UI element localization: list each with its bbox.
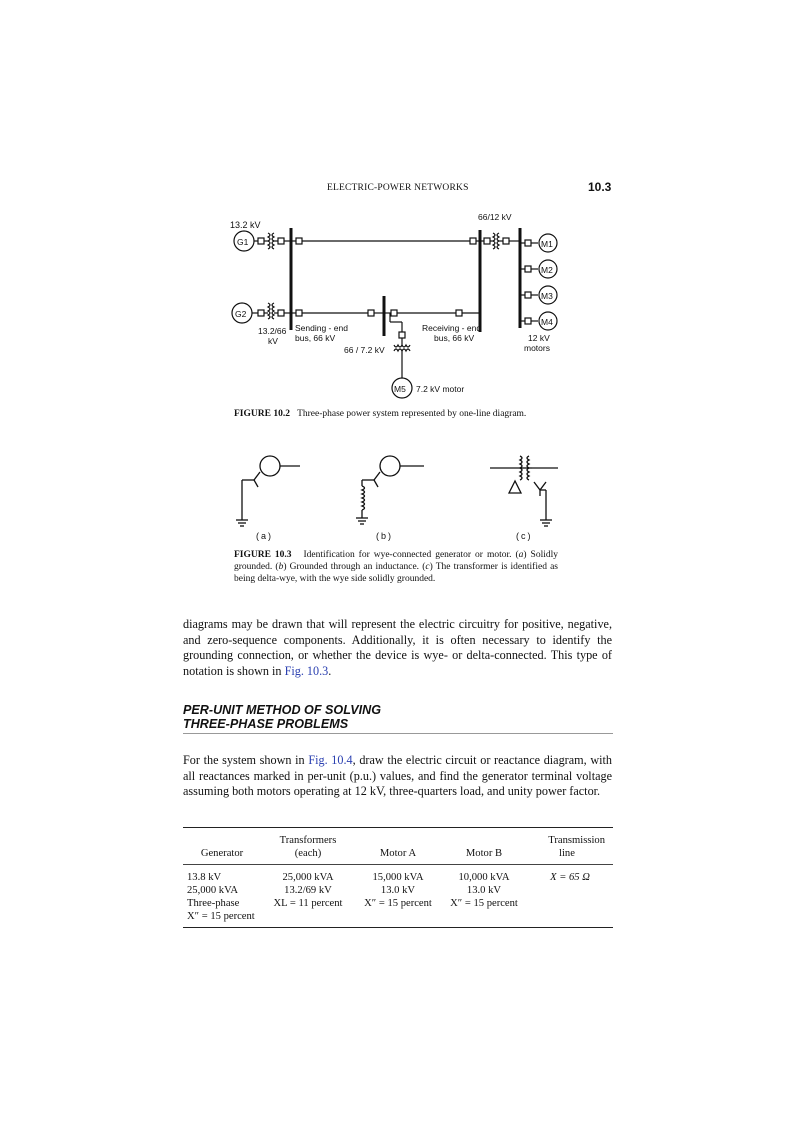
table-cell (527, 910, 613, 928)
receiving-end-kv-label: bus, 66 kV (434, 333, 475, 343)
header-line (527, 828, 613, 865)
table-cell (261, 910, 355, 928)
m3-label: M3 (541, 291, 553, 301)
table-cell: X = 65 Ω (550, 872, 590, 883)
caption-part: ) Solidly grounded. ( (234, 550, 559, 572)
header-generator: Generator (200, 848, 244, 859)
table-cell: X″ = 15 percent (187, 911, 255, 922)
xfmr-left-label: 13.2/66 (258, 326, 287, 336)
figure-10-3-label: FIGURE 10.3 (234, 550, 292, 560)
figure-10-2-text: Three-phase power system represented by one-line diagram. (297, 409, 527, 419)
g2-label: G2 (235, 309, 247, 319)
caption-part: ) The transformer is identified as being delta-wye, with the wye side solidly grounded. (234, 562, 558, 584)
data-table (183, 827, 613, 928)
gen-voltage-label: 13.2 kV (230, 220, 261, 230)
xfmr-right-label: 66/12 kV (478, 212, 512, 222)
caption-part: Identification for wye-connected generator or motor. ( (303, 550, 519, 560)
table-cell: 15,000 kVA (372, 872, 424, 883)
table-row (183, 865, 613, 885)
para1-text: diagrams may be drawn that will represent the electric circuitry for positive, negative, and zero-sequence components. Additionally, it is often necessary to identify the grounding connection, or whether the device is wye- or delta-connected. This type of notation is shown in (183, 617, 612, 678)
table-cell (527, 884, 613, 897)
table-cell: 13.0 kV (380, 885, 416, 896)
para2-text: For the system shown in (183, 753, 309, 767)
table-cell: X″ = 15 percent (364, 898, 432, 909)
header-transformers-2: (each) (294, 848, 322, 859)
header-line-1: Transmission (548, 835, 605, 846)
table-cell: XL = 11 percent (273, 898, 343, 909)
header-motor-b: Motor B (465, 848, 503, 859)
fig-10-3-link[interactable]: Fig. 10.3 (284, 663, 329, 678)
figure-10-2-caption (234, 408, 634, 420)
m4-label: M4 (541, 317, 553, 327)
caption-part: ) Grounded through an inductance. ( (283, 562, 426, 572)
m2-label: M2 (541, 265, 553, 275)
xfmr-left-kv-label: kV (268, 336, 278, 346)
figure-10-3-caption (234, 549, 558, 585)
header-transformers (261, 828, 355, 865)
header-motor-a: Motor A (379, 848, 417, 859)
table-cell: 10,000 kVA (458, 872, 510, 883)
table-cell (527, 897, 613, 910)
table-cell: Three-phase (187, 898, 240, 909)
one-line-diagram (222, 210, 572, 400)
section-heading (183, 703, 613, 731)
caption-italic: a (518, 550, 524, 560)
g1-label: G1 (237, 237, 249, 247)
motors-voltage-label: 12 kV (528, 333, 550, 343)
page-number: 10.3 (588, 180, 612, 194)
m5-label: M5 (394, 384, 406, 394)
table-row (183, 897, 613, 910)
table-row (183, 910, 613, 928)
m5-description: 7.2 kV motor (416, 384, 465, 394)
figure-10-2-label: FIGURE 10.2 (234, 409, 290, 419)
table-cell: 13.0 kV (466, 885, 502, 896)
table-row (183, 884, 613, 897)
table-cell: 25,000 kVA (187, 885, 239, 896)
table-cell: 13.2/69 kV (284, 885, 332, 896)
header-transformers-1: Transformers (279, 835, 337, 846)
label-c: (c) (516, 531, 533, 541)
grounding-diagram (232, 450, 562, 545)
section-heading-line-1: PER-UNIT METHOD OF SOLVING (183, 703, 382, 717)
m1-label: M1 (541, 239, 553, 249)
sending-end-label: Sending - end (295, 323, 348, 333)
table-cell (355, 910, 441, 928)
section-rule (183, 733, 613, 734)
table-cell (441, 910, 527, 928)
fig-10-4-link[interactable]: Fig. 10.4 (308, 753, 353, 767)
label-a: (a) (256, 531, 273, 541)
running-head: ELECTRIC-POWER NETWORKS (327, 183, 469, 193)
para2-rest: , draw the electric circuit or reactance diagram, with all reactances marked in per-unit (p.u.) values, and find the generator terminal voltage assuming both motors operating at 12 kV, three-quarters load, and unity power factor. (183, 753, 613, 799)
caption-italic: c (425, 562, 430, 572)
table-cell: X″ = 15 percent (450, 898, 518, 909)
section-heading-line-2: THREE-PHASE PROBLEMS (183, 717, 349, 731)
table-cell: 13.8 kV (187, 872, 222, 883)
receiving-end-label: Receiving - end (422, 323, 482, 333)
sending-end-kv-label: bus, 66 kV (295, 333, 336, 343)
para1-end: . (328, 663, 332, 678)
body-paragraph-2 (183, 753, 612, 800)
header-line-2: line (559, 848, 575, 859)
body-paragraph-1 (183, 617, 612, 679)
caption-italic: b (278, 562, 284, 572)
table-cell: 25,000 kVA (282, 872, 334, 883)
xfmr-mid-label: 66 / 7.2 kV (344, 345, 385, 355)
motors-label: motors (524, 343, 550, 353)
label-b: (b) (376, 531, 393, 541)
